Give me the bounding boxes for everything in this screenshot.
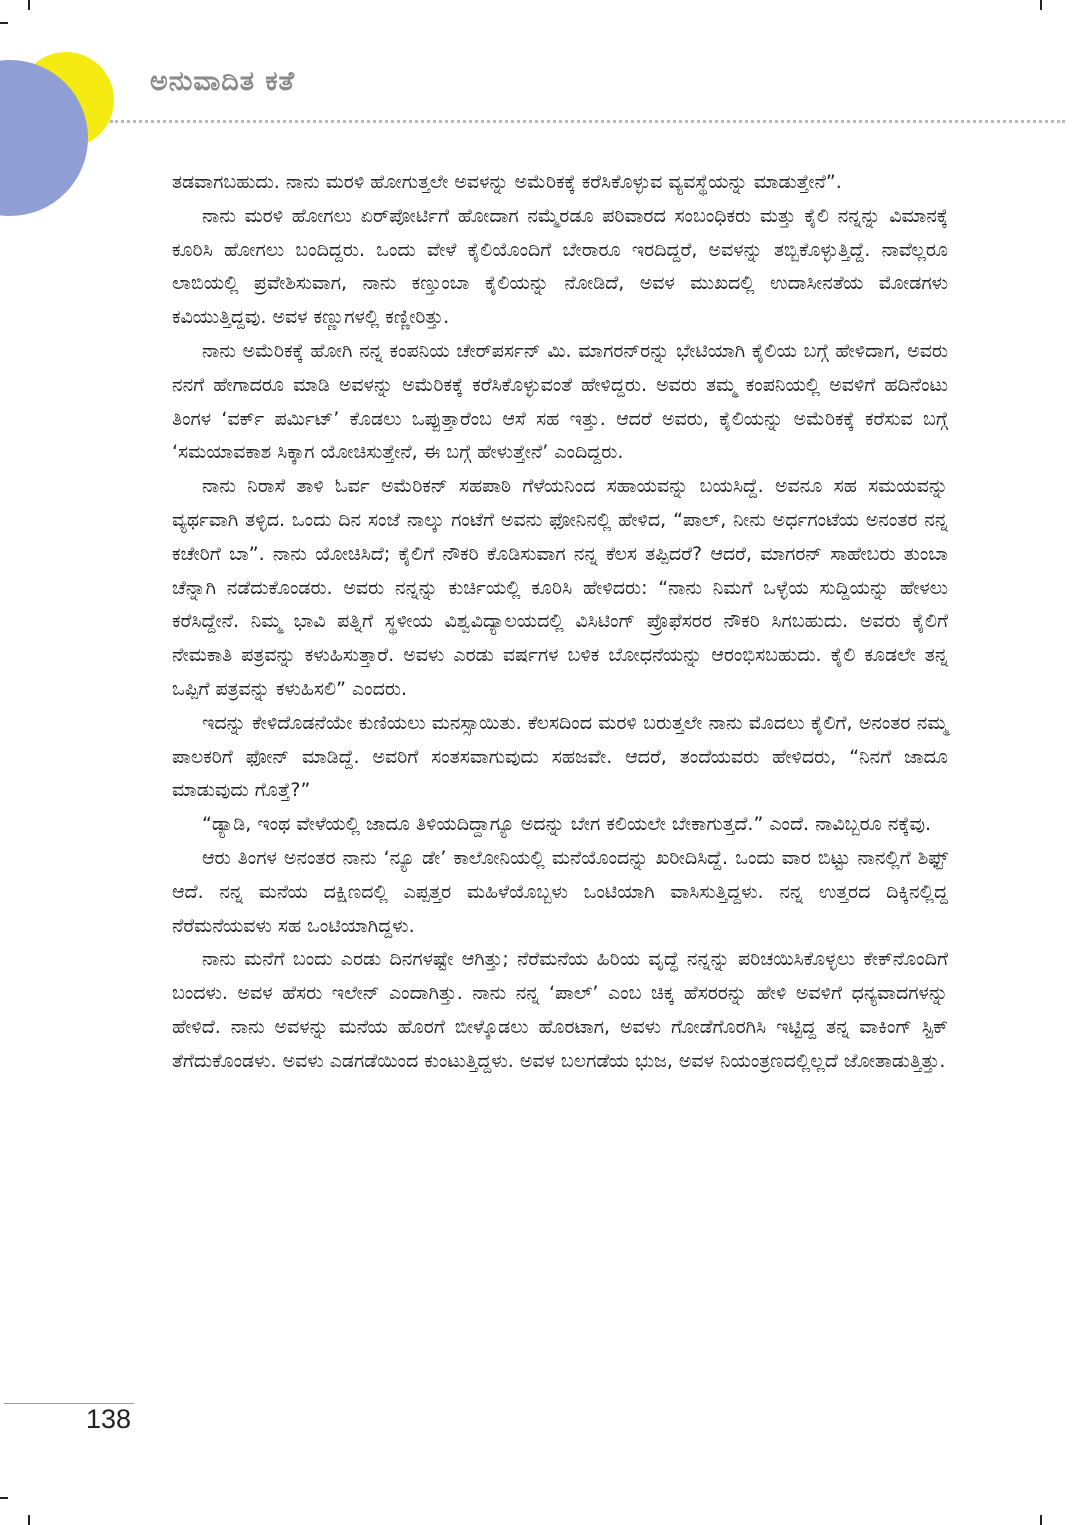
page-number: 138 — [86, 1404, 132, 1434]
crop-mark-bottom-right — [1040, 1515, 1042, 1525]
paragraph: ನಾನು ಅಮೆರಿಕಕ್ಕೆ ಹೋಗಿ ನನ್ನ ಕಂಪನಿಯ ಚೇರ್‌ಪರ್ಸನ್ ಮಿ. ಮಾಗರನ್‌ರನ್ನು ಭೇಟಿಯಾಗಿ ಕೈಲಿಯ ಬಗ್ಗೆ ಹೇಳಿದಾಗ, ಅವರು ನನಗೆ ಹೇಗಾದರೂ ಮಾಡಿ ಅವಳನ್ನು ಅಮೆರಿಕಕ್ಕೆ ಕರೆಸಿಕೊಳ್ಳುವಂತೆ ಹೇಳಿದ್ದರು. ಅವರು ತಮ್ಮ ಕಂಪನಿಯಲ್ಲಿ ಅವಳಿಗೆ ಹದಿನೆಂಟು ತಿಂಗಳ ‘ವರ್ಕ್ ಪರ್ಮಿಟ್’ ಕೊಡಲು ಒಪ್ಪುತ್ತಾರೆಂಬ ಆಸೆ ಸಹ ಇತ್ತು. ಆದರೆ ಅವರು, ಕೈಲಿಯನ್ನು ಅಮೆರಿಕಕ್ಕೆ ಕರೆಸುವ ಬಗ್ಗೆ ‘ಸಮಯಾವಕಾಶ ಸಿಕ್ಕಾಗ ಯೋಚಿಸುತ್ತೇನೆ, ಈ ಬಗ್ಗೆ ಹೇಳುತ್ತೇನೆ’ ಎಂದಿದ್ದರು. — [172, 339, 948, 464]
crop-mark-top-right — [1040, 0, 1042, 10]
crop-mark-bottom-left — [28, 1515, 30, 1525]
section-title: ಅನುವಾದಿತ ಕತೆ — [150, 66, 295, 97]
paragraph: “ಡ್ಯಾಡಿ, ಇಂಥ ವೇಳೆಯಲ್ಲಿ ಜಾದೂ ತಿಳಿಯದಿದ್ದಾಗ್ಯೂ ಅದನ್ನು ಬೇಗ ಕಲಿಯಲೇ ಬೇಕಾಗುತ್ತದೆ.” ಎಂದೆ. ನಾವಿಬ್ಬರೂ ನಕ್ಕೆವು. — [202, 813, 932, 836]
paragraph: ನಾನು ಮನೆಗೆ ಬಂದು ಎರಡು ದಿನಗಳಷ್ಟೇ ಆಗಿತ್ತು; ನೆರೆಮನೆಯ ಹಿರಿಯ ವೃದ್ಧೆ ನನ್ನನ್ನು ಪರಿಚಯಿಸಿಕೊಳ್ಳಲು ಕೇಕ್‌ನೊಂದಿಗೆ ಬಂದಳು. ಅವಳ ಹೆಸರು ಇಲೇನ್ ಎಂದಾಗಿತ್ತು. ನಾನು ನನ್ನ ‘ಪಾಲ್’ ಎಂಬ ಚಿಕ್ಕ ಹೆಸರರನ್ನು ಹೇಳಿ ಅವಳಿಗೆ ಧನ್ಯವಾದಗಳನ್ನು ಹೇಳಿದೆ. ನಾನು ಅವಳನ್ನು ಮನೆಯ ಹೊರಗೆ ಬೀಳ್ಕೊಡಲು ಹೊರಟಾಗ, ಅವಳು ಗೋಡೆಗೊರಗಿಸಿ ಇಟ್ಟಿದ್ದ ತನ್ನ ವಾಕಿಂಗ್ ಸ್ಟಿಕ್ ತೆಗೆದುಕೊಂಡಳು. ಅವಳು ಎಡಗಡೆಯಿಂದ ಕುಂಟುತ್ತಿದ್ದಳು. ಅವಳ ಬಲಗಡೆಯ ಭುಜ, ಅವಳ ನಿಯಂತ್ರಣದಲ್ಲಿಲ್ಲದೆ ಜೋತಾಡುತ್ತಿತ್ತು. — [172, 948, 948, 1072]
paragraph: ನಾನು ನಿರಾಸೆ ತಾಳಿ ಓರ್ವ ಅಮೆರಿಕನ್ ಸಹಪಾಠಿ ಗೆಳೆಯನಿಂದ ಸಹಾಯವನ್ನು ಬಯಸಿದ್ದೆ. ಅವನೂ ಸಹ ಸಮಯವನ್ನು ವ್ಯರ್ಥವಾಗಿ ತಳ್ಳಿದ. ಒಂದು ದಿನ ಸಂಜೆ ನಾಲ್ಕು ಗಂಟೆಗೆ ಅವನು ಫೋನಿನಲ್ಲಿ ಹೇಳಿದ, “ಪಾಲ್, ನೀನು ಅರ್ಧಗಂಟೆಯ ಅನಂತರ ನನ್ನ ಕಚೇರಿಗೆ ಬಾ”. ನಾನು ಯೋಚಿಸಿದೆ; ಕೈಲಿಗೆ ನೌಕರಿ ಕೊಡಿಸುವಾಗ ನನ್ನ ಕೆಲಸ ತಪ್ಪಿದರೆ? ಆದರೆ, ಮಾಗರನ್ ಸಾಹೇಬರು ತುಂಬಾ ಚೆನ್ನಾಗಿ ನಡೆದುಕೊಂಡರು. ಅವರು ನನ್ನನ್ನು ಕುರ್ಚಿಯಲ್ಲಿ ಕೂರಿಸಿ ಹೇಳಿದರು: “ನಾನು ನಿಮಗೆ ಒಳ್ಳೆಯ ಸುದ್ದಿಯನ್ನು ಹೇಳಲು ಕರೆಸಿದ್ದೇನೆ. ನಿಮ್ಮ ಭಾವಿ ಪತ್ನಿಗೆ ಸ್ಥಳೀಯ ವಿಶ್ವವಿದ್ಯಾಲಯದಲ್ಲಿ ವಿಸಿಟಿಂಗ್ ಪ್ರೊಫೆಸರರ ನೌಕರಿ ಸಿಗಬಹುದು. ಅವರು ಕೈಲಿಗೆ ನೇಮಕಾತಿ ಪತ್ರವನ್ನು ಕಳುಹಿಸುತ್ತಾರೆ. ಅವಳು ಎರಡು ವರ್ಷಗಳ ಬಳಿಕ ಬೋಧನೆಯನ್ನು ಆರಂಭಿಸಬಹುದು. ಕೈಲಿ ಕೂಡಲೇ ತನ್ನ ಒಪ್ಪಿಗೆ ಪತ್ರವನ್ನು ಕಳುಹಿಸಲಿ” ಎಂದರು. — [172, 475, 948, 700]
paragraph: ತಡವಾಗಬಹುದು. ನಾನು ಮರಳಿ ಹೋಗುತ್ತಲೇ ಅವಳನ್ನು ಅಮೆರಿಕಕ್ಕೆ ಕರೆಸಿಕೊಳ್ಳುವ ವ್ಯವಸ್ಥೆಯನ್ನು ಮಾಡುತ್ತೇನೆ”. — [172, 171, 842, 193]
crop-mark-top-left — [28, 0, 30, 10]
paragraph: ನಾನು ಮರಳಿ ಹೋಗಲು ಏರ್‌ಪೋರ್ಟಿಗೆ ಹೋದಾಗ ನಮ್ಮೆರಡೂ ಪರಿವಾರದ ಸಂಬಂಧಿಕರು ಮತ್ತು ಕೈಲಿ ನನ್ನನ್ನು ವಿಮಾನಕ್ಕೆ ಕೂರಿಸಿ ಹೋಗಲು ಬಂದಿದ್ದರು. ಒಂದು ವೇಳೆ ಕೈಲಿಯೊಂದಿಗೆ ಬೇರಾರೂ ಇರದಿದ್ದರೆ, ಅವಳನ್ನು ತಬ್ಬಿಕೊಳ್ಳುತ್ತಿದ್ದೆ. ನಾವೆಲ್ಲರೂ ಲಾಬಿಯಲ್ಲಿ ಪ್ರವೇಶಿಸುವಾಗ, ನಾನು ಕಣ್ತುಂಬಾ ಕೈಲಿಯನ್ನು ನೋಡಿದೆ, ಅವಳ ಮುಖದಲ್ಲಿ ಉದಾಸೀನತೆಯ ಮೋಡಗಳು ಕವಿಯುತ್ತಿದ್ದವು. ಅವಳ ಕಣ್ಣುಗಳಲ್ಲಿ ಕಣ್ಣೀರಿತ್ತು. — [172, 204, 948, 329]
story-text — [172, 166, 948, 1079]
paragraph: ಆರು ತಿಂಗಳ ಅನಂತರ ನಾನು ‘ನ್ಯೂ ಡೇ’ ಕಾಲೋನಿಯಲ್ಲಿ ಮನೆಯೊಂದನ್ನು ಖರೀದಿಸಿದ್ದೆ. ಒಂದು ವಾರ ಬಿಟ್ಟು ನಾನಲ್ಲಿಗೆ ಶಿಫ್ಟ್ ಆದೆ. ನನ್ನ ಮನೆಯ ದಕ್ಷಿಣದಲ್ಲಿ ಎಪ್ಪತ್ತರ ಮಹಿಳೆಯೊಬ್ಬಳು ಒಂಟಿಯಾಗಿ ವಾಸಿಸುತ್ತಿದ್ದಳು. ನನ್ನ ಉತ್ತರದ ದಿಕ್ಕಿನಲ್ಲಿದ್ದ ನೆರೆಮನೆಯವಳು ಸಹ ಒಂಟಿಯಾಗಿದ್ದಳು. — [172, 846, 948, 937]
paragraph: ಇದನ್ನು ಕೇಳಿದೊಡನೆಯೇ ಕುಣಿಯಲು ಮನಸ್ಸಾಯಿತು. ಕೆಲಸದಿಂದ ಮರಳಿ ಬರುತ್ತಲೇ ನಾನು ಮೊದಲು ಕೈಲಿಗೆ, ಅನಂತರ ನಮ್ಮ ಪಾಲಕರಿಗೆ ಫೋನ್ ಮಾಡಿದ್ದೆ. ಅವರಿಗೆ ಸಂತಸವಾಗುವುದು ಸಹಜವೇ. ಆದರೆ, ತಂದೆಯವರು ಹೇಳಿದರು, “ನಿನಗೆ ಜಾದೂ ಮಾಡುವುದು ಗೊತ್ತೆ?” — [172, 711, 948, 802]
crop-mark-left-bottom — [0, 1497, 8, 1499]
crop-mark-left-top — [0, 22, 8, 24]
header-dotted-rule — [110, 120, 1065, 123]
